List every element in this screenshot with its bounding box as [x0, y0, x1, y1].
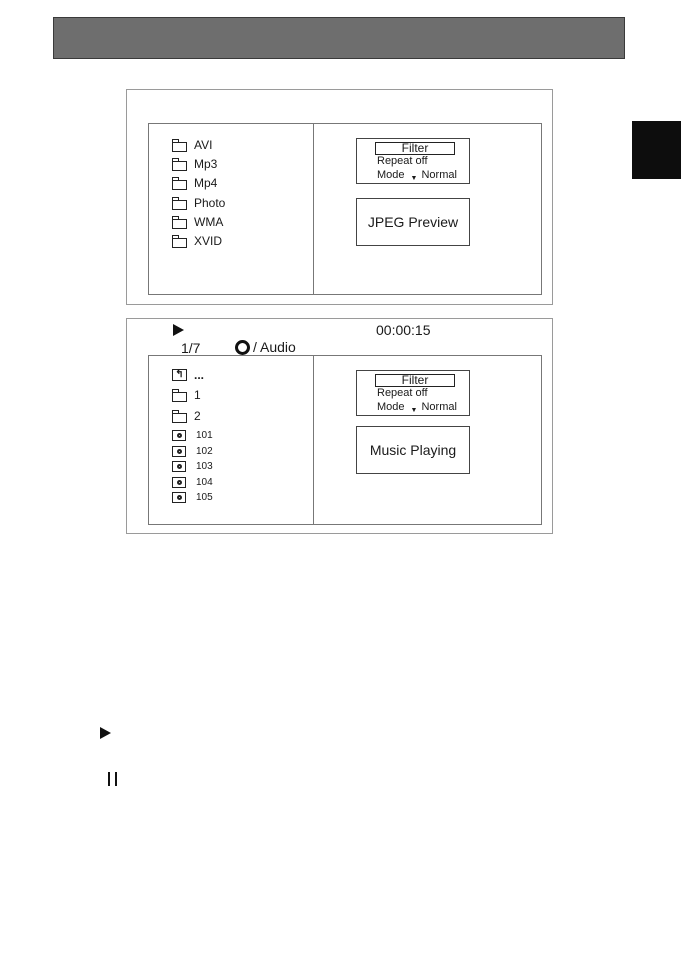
file-label: 101	[196, 429, 213, 441]
info-pane	[313, 355, 542, 525]
dropdown-arrow-icon: ▼	[410, 175, 418, 182]
audio-file-icon	[172, 492, 186, 503]
filter-button[interactable]: Filter	[375, 374, 455, 387]
playback-time: 00:00:15	[376, 322, 431, 338]
mode-label: Mode	[377, 169, 405, 181]
file-label: 103	[196, 460, 213, 472]
audio-file-icon	[172, 446, 186, 457]
current-path	[235, 339, 296, 355]
folder-item-mp4[interactable]	[172, 174, 217, 192]
repeat-setting[interactable]	[377, 155, 428, 167]
folder-item-2[interactable]	[172, 407, 201, 425]
file-browser-screen-folders	[126, 89, 553, 305]
folder-item-xvid[interactable]	[172, 232, 222, 250]
repeat-value: off	[415, 387, 428, 399]
folder-icon	[172, 180, 187, 190]
folder-label: XVID	[194, 234, 223, 248]
dropdown-arrow-icon: ▼	[410, 407, 418, 414]
folder-item-avi[interactable]	[172, 136, 212, 154]
folder-icon	[172, 413, 187, 423]
file-item-105[interactable]	[172, 488, 213, 506]
parent-folder-item[interactable]	[172, 366, 204, 384]
file-label: 104	[196, 476, 213, 488]
section-tab-marker	[632, 121, 681, 179]
header-bar	[53, 17, 625, 59]
file-label: 105	[196, 491, 213, 503]
info-pane	[313, 123, 542, 295]
preview-panel: JPEG Preview	[356, 198, 470, 246]
filter-button[interactable]: Filter	[375, 142, 455, 155]
play-icon	[100, 727, 111, 739]
audio-file-icon	[172, 461, 186, 472]
folder-label: Mp4	[194, 176, 218, 190]
repeat-value: off	[415, 155, 428, 167]
folder-item-photo[interactable]	[172, 194, 225, 212]
folder-label: 2	[194, 409, 201, 423]
repeat-label: Repeat	[377, 387, 413, 399]
folder-icon	[172, 161, 187, 171]
audio-file-icon	[172, 430, 186, 441]
folder-icon	[172, 142, 187, 152]
play-icon	[173, 324, 184, 336]
mode-label: Mode	[377, 401, 405, 413]
status-panel: Music Playing	[356, 426, 470, 474]
mode-value: Normal	[421, 401, 457, 413]
parent-folder-label: ...	[194, 368, 205, 382]
folder-label: 1	[194, 388, 201, 402]
mode-setting[interactable]	[377, 401, 457, 414]
file-label: 102	[196, 445, 213, 457]
folder-item-1[interactable]	[172, 386, 201, 404]
filter-panel	[356, 138, 470, 184]
folder-list-pane	[148, 123, 314, 295]
folder-icon	[172, 238, 187, 248]
folder-label: Photo	[194, 196, 226, 210]
track-count: 1/7	[181, 340, 201, 356]
folder-item-wma[interactable]	[172, 213, 223, 231]
folder-label: WMA	[194, 215, 224, 229]
filter-panel	[356, 370, 470, 416]
file-browser-screen-audio	[126, 318, 553, 534]
up-folder-icon: ↰	[172, 369, 187, 381]
folder-icon	[172, 219, 187, 229]
path-label: / Audio	[253, 339, 296, 355]
disc-icon	[235, 340, 250, 355]
mode-value: Normal	[421, 169, 457, 181]
folder-icon	[172, 392, 187, 402]
folder-icon	[172, 200, 187, 210]
folder-item-mp3[interactable]	[172, 155, 217, 173]
audio-file-icon	[172, 477, 186, 488]
folder-label: AVI	[194, 138, 213, 152]
repeat-label: Repeat	[377, 155, 413, 167]
mode-setting[interactable]	[377, 169, 457, 182]
repeat-setting[interactable]	[377, 387, 428, 399]
folder-label: Mp3	[194, 157, 218, 171]
pause-icon	[108, 772, 117, 786]
file-list-pane	[148, 355, 314, 525]
